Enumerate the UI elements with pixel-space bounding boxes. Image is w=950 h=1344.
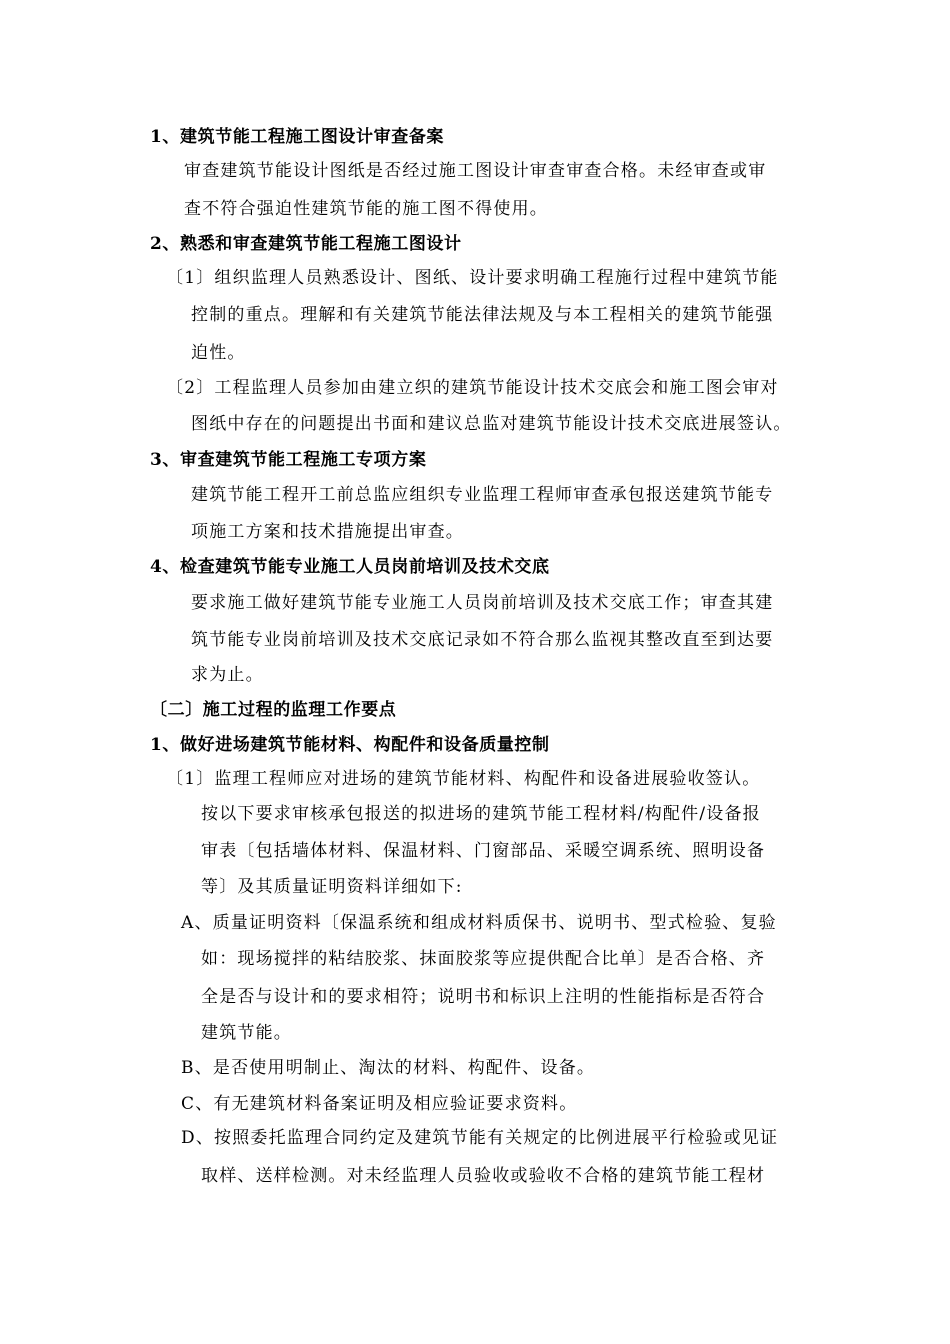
paragraph-line: 项施工方案和技术措施提出审查。 xyxy=(191,522,464,542)
paragraph-line: 求为止。 xyxy=(191,665,264,685)
section-heading-1: 1、建筑节能工程施工图设计审查备案 xyxy=(150,127,445,147)
chapter-heading: 〔二〕施工过程的监理工作要点 xyxy=(150,700,397,720)
paragraph-line: 建筑节能工程开工前总监应组织专业监理工程师审查承包报送建筑节能专 xyxy=(191,485,774,505)
paragraph-line: 全是否与设计和的要求相符；说明书和标识上注明的性能指标是否符合 xyxy=(201,987,766,1007)
paragraph-line: 筑节能专业岗前培训及技术交底记录如不符合那么监视其整改直至到达要 xyxy=(191,630,774,650)
paragraph-line: 取样、送样检测。对未经监理人员验收或验收不合格的建筑节能工程材 xyxy=(201,1166,766,1186)
paragraph-line: 如：现场搅拌的粘结胶浆、抹面胶浆等应提供配合比单〕是否合格、齐 xyxy=(201,949,766,969)
paragraph-line: 〔1〕监理工程师应对进场的建筑节能材料、构配件和设备进展验收签认。 xyxy=(166,769,761,789)
paragraph-line: 〔2〕工程监理人员参加由建立织的建筑节能设计技术交底会和施工图会审对 xyxy=(166,378,779,398)
paragraph-line: 迫性。 xyxy=(191,343,246,363)
section-heading-4: 4、检查建筑节能专业施工人员岗前培训及技术交底 xyxy=(150,557,550,577)
paragraph-line: 〔1〕组织监理人员熟悉设计、图纸、设计要求明确工程施行过程中建筑节能 xyxy=(166,268,779,288)
paragraph-line: 查不符合强迫性建筑节能的施工图不得使用。 xyxy=(184,199,548,219)
paragraph-line: 等〕及其质量证明资料详细如下: xyxy=(201,877,463,897)
paragraph-line: 审表〔包括墙体材料、保温材料、门窗部品、采暖空调系统、照明设备 xyxy=(201,841,766,861)
paragraph-line: 审查建筑节能设计图纸是否经过施工图设计审查审查合格。未经审查或审 xyxy=(184,161,767,181)
list-item-c: C、有无建筑材料备案证明及相应验证要求资料。 xyxy=(181,1094,578,1114)
list-item-b: B、是否使用明制止、淘汰的材料、构配件、设备。 xyxy=(181,1058,596,1078)
paragraph-line: 图纸中存在的问题提出书面和建议总监对建筑节能设计技术交底进展签认。 xyxy=(191,414,792,434)
list-item-d: D、按照委托监理合同约定及建筑节能有关规定的比例进展平行检验或见证 xyxy=(181,1128,779,1148)
list-item-a: A、质量证明资料〔保温系统和组成材料质保书、说明书、型式检验、复验 xyxy=(181,913,777,933)
paragraph-line: 按以下要求审核承包报送的拟进场的建筑节能工程材料/构配件/设备报 xyxy=(201,804,761,824)
section-heading-2: 2、熟悉和审查建筑节能工程施工图设计 xyxy=(150,234,462,254)
paragraph-line: 控制的重点。理解和有关建筑节能法律法规及与本工程相关的建筑节能强 xyxy=(191,305,774,325)
paragraph-line: 要求施工做好建筑节能专业施工人员岗前培训及技术交底工作；审查其建 xyxy=(191,593,774,613)
paragraph-line: 建筑节能。 xyxy=(201,1023,292,1043)
section-heading-3: 3、审查建筑节能工程施工专项方案 xyxy=(150,450,427,470)
section-heading-1b: 1、做好进场建筑节能材料、构配件和设备质量控制 xyxy=(150,735,550,755)
